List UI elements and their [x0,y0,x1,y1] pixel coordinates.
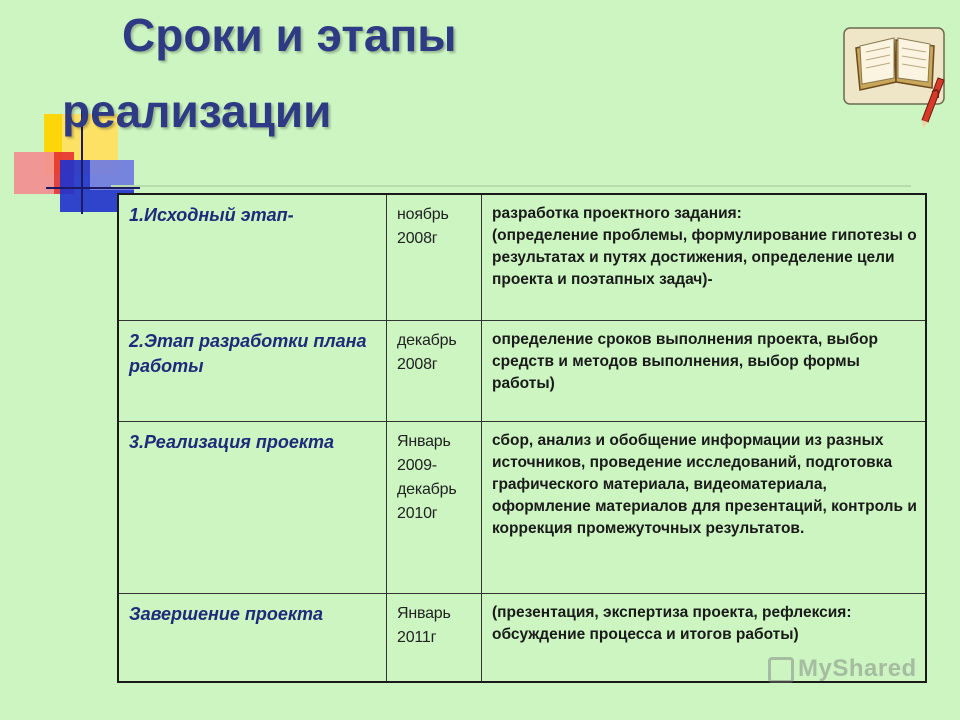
table-cell-stage [119,195,387,321]
stage-description: определение сроков выполнения проекта, выбор средств и методов выполнения, выбор формы работы) [492,331,878,392]
stage-date: ноябрь 2008г [397,206,449,247]
stage-date: декабрь 2008г [397,332,457,373]
watermark [768,655,917,683]
stage-description: (презентация, экспертиза проекта, рефлексия: обсуждение процесса и итогов работы) [492,604,852,643]
stage-label: Завершение проекта [129,604,324,624]
table-cell-date [387,195,482,321]
table-cell-stage [119,422,387,594]
stages-table [117,193,927,683]
stage-label: 3.Реализация проекта [129,432,334,452]
table-cell-date [387,594,482,681]
stage-description: сбор, анализ и обобщение информации из разных источников, проведение исследований, подготовка графического материала, видеоматериала, оформление материалов для презентаций, контроль и коррекция промежуточных результатов. [492,432,917,537]
table-cell-description [482,195,925,321]
table-top-shadow [111,185,911,187]
table-cell-date [387,422,482,594]
stage-description: разработка проектного задания: (определение проблемы, формулирование гипотезы о результатах и путях достижения, определение цели проекта и поэтапных задач)- [492,205,917,288]
table-cell-description [482,422,925,594]
stage-label: 2.Этап разработки плана работы [129,331,367,376]
table-cell-stage [119,594,387,681]
table-cell-date [387,321,482,422]
stage-date: Январь 2011г [397,605,451,646]
title-line-2: реализации [62,85,332,137]
stage-date: Январь 2009- декабрь 2010г [397,433,457,522]
title-line-1: Сроки и этапы [122,9,457,61]
slide-title [62,0,662,146]
stage-label: 1.Исходный этап- [129,205,294,225]
table-cell-stage [119,321,387,422]
myshared-logo-icon [768,657,794,683]
table-cell-description [482,321,925,422]
watermark-text: MyShared [798,655,917,682]
open-book-with-pencil-icon [836,18,956,128]
